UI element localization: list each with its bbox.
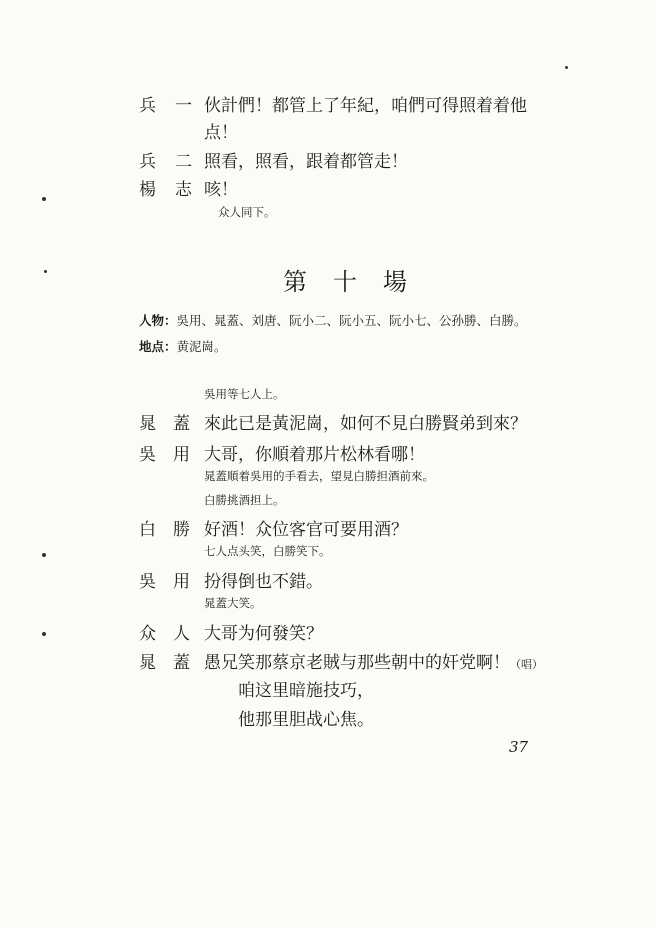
speaker-char-2: 二 (175, 152, 192, 172)
speaker-char-1: 吳 (139, 445, 156, 465)
speaker-zhong-ren (139, 619, 190, 644)
dialogue-line: 大哥，你順着那片松林看哪！ (204, 445, 425, 465)
speaker-char-1: 白 (139, 520, 156, 540)
dialogue-line: 咳！ (204, 180, 238, 200)
speaker-char-1: 兵 (139, 152, 156, 172)
dialogue-line (204, 648, 543, 673)
characters-list (139, 311, 527, 329)
speaker-char-2: 人 (173, 624, 190, 644)
stage-direction: 晁蓋大笑。 (204, 596, 262, 610)
speaker-char-1: 楊 (139, 180, 156, 200)
speaker-bing-yi (139, 91, 192, 116)
speaker-char-1: 晁 (139, 414, 156, 434)
speaker-char-2: 勝 (173, 520, 190, 540)
speck (565, 66, 568, 69)
speaker-char-2: 蓋 (173, 414, 190, 434)
speaker-wu-yong (139, 567, 190, 592)
dialogue-line: 伙計們！都管上了年紀，咱們可得照着着他 (204, 96, 527, 116)
speaker-char-1: 兵 (139, 96, 156, 116)
stage-direction: 七人点头笑，白勝笑下。 (204, 544, 331, 558)
dialogue-line: 大哥为何發笑？ (204, 624, 323, 644)
speaker-char-2: 志 (175, 180, 192, 200)
stage-direction: 白勝挑酒担上。 (204, 493, 285, 507)
dialogue-text: 愚兄笑那蔡京老賊与那些朝中的奸党啊！ (204, 653, 510, 673)
page-number: 37 (509, 738, 529, 756)
verse-line: 咱这里暗施技巧， (238, 681, 374, 701)
speck (44, 270, 47, 273)
speaker-chao-gai (139, 409, 190, 434)
characters-names: 吳用、晁蓋、刘唐、阮小二、阮小五、阮小七、公孙勝、白勝。 (176, 313, 527, 328)
speaker-wu-yong (139, 440, 190, 465)
stage-direction: 众人同下。 (218, 205, 276, 219)
dialogue-line: 來此已是黃泥崗，如何不見白勝賢弟到來？ (204, 414, 527, 434)
scene-title-char: 第 (283, 268, 307, 296)
speaker-char-2: 用 (173, 572, 190, 592)
stage-direction: 吳用等七人上。 (204, 387, 285, 401)
dialogue-line: 好酒！众位客官可要用酒？ (204, 520, 408, 540)
place-label: 地点： (139, 339, 177, 354)
characters-label: 人物： (139, 313, 177, 328)
dialogue-continuation: 点！ (204, 123, 238, 143)
sing-marker: （唱） (510, 658, 543, 671)
speaker-bing-er (139, 147, 192, 172)
speaker-chao-gai (139, 648, 190, 673)
speaker-char-2: 一 (175, 96, 192, 116)
speaker-yang-zhi (139, 175, 192, 200)
dialogue-line: 扮得倒也不錯。 (204, 572, 323, 592)
speck (42, 632, 46, 636)
speaker-char-1: 晁 (139, 653, 156, 673)
speck (42, 197, 46, 201)
scene-title-char: 十 (333, 268, 357, 296)
verse-line: 他那里胆战心焦。 (238, 710, 374, 730)
stage-direction: 晁蓋順着吳用的手看去，望見白勝担酒前來。 (204, 469, 434, 483)
dialogue-line: 照看，照看，跟着都管走！ (204, 152, 408, 172)
place-info (139, 337, 227, 355)
scene-title-char: 場 (383, 268, 407, 296)
speaker-char-1: 吳 (139, 572, 156, 592)
place-name: 黄泥崗。 (176, 339, 227, 354)
speaker-char-2: 用 (173, 445, 190, 465)
speaker-char-1: 众 (139, 624, 156, 644)
speaker-bai-sheng (139, 515, 190, 540)
speaker-char-2: 蓋 (173, 653, 190, 673)
speck (42, 553, 46, 557)
